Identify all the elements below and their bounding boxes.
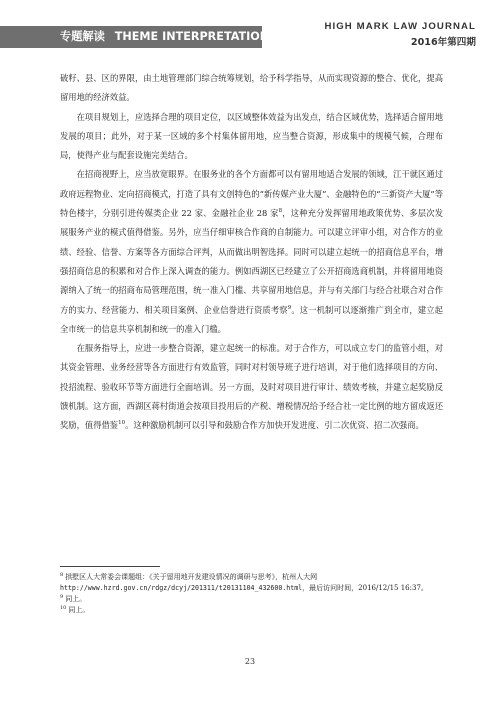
footnote-text: 同上。 xyxy=(65,595,87,603)
paragraph-project-planning: 在项目规划上，应选择合理的项目定位，以区域整体效益为出发点，结合区域优势，选择适合留用地发展的项目；此外，对于某一区域的多个村集体留用地，应当整合资源，形成集中的规模气候，合理布局，使得产业与配套设施完美结合。 xyxy=(60,111,443,161)
section-title-cn: 专题解读 xyxy=(60,30,105,43)
paragraph-text: 。这种激励机制可以引导和鼓励合作方加快开发进度、引二次优资、招二次强商。 xyxy=(125,420,424,431)
footnote-divider xyxy=(60,566,160,567)
section-title-en: THEME INTERPRETATION xyxy=(114,30,270,43)
footnote-item xyxy=(60,594,450,605)
journal-name: HIGH MARK LAW JOURNAL xyxy=(324,21,476,32)
section-title xyxy=(60,26,269,48)
paragraph-service-guidance xyxy=(60,339,443,435)
article-body xyxy=(60,69,443,436)
footnote-mark: 10 xyxy=(60,604,67,611)
footnote-ref[interactable]: 10 xyxy=(118,420,126,427)
paragraph-investment-vision xyxy=(60,165,443,339)
page-header xyxy=(0,0,500,64)
paragraph-text: 在招商视野上，应当放宽眼界。在服务业的各个方面都可以有留用地适合发展的领域，江干就区通过政府远程物业、定向招商模式，打造了具有文创特色的“新传媒产业大厦”、金融特色的“三新资产大厦”等特色楼宇，分别引进传媒类企业 22 家、金融社企业 28 家 xyxy=(60,169,443,219)
paragraph-text: 。这一机制可以逐渐推广到全市，建立起全市统一的信息共享机制和统一的准入门槛。 xyxy=(60,304,443,334)
footnote-item xyxy=(60,605,450,616)
paragraph-text: ，这种充分发挥留用地政策优势、多层次发展服务产业的模式值得借鉴。另外，应当仔细审核合作商的自制能力。可以建立评审小组，对合作方的业绩、经验、信誉、方案等各方面综合评判，从而做出明智选择。同时可以建立起统一的招商信息平台，增强招商信息的积累和对合作上深入调查的能力。例如西湖区已经建立了公开招商选商机制，并将留用地资源纳入了统一的招商布局管理范围，统一准入门槛、共享留用地信息，并与有关部门与经合社联合对合作方的实力、经营能力、相关项目案例、企业信誉进行资质考察 xyxy=(60,208,443,315)
page-number: 23 xyxy=(244,657,256,666)
footnote-link[interactable]: http://www.hzrd.gov.cn/rdgz/dcyj/201311/t20131104_432600.html xyxy=(60,584,303,592)
footnote-mark: 8 xyxy=(60,571,64,578)
issue-label: 2016年第四期 xyxy=(410,37,476,48)
footnote-mark: 9 xyxy=(60,593,64,600)
paragraph-text: 在服务指导上，应进一步整合资源，建立起统一的标准。对于合作方，可以成立专门的监管小组，对其资金管理、业务经营等各方面进行有效监管，同时对村领导班子进行培训，对于他们选择项目的方向、投招流程、验收环节等方面进行全面培训。另一方面，及时对项目进行审计、绩效考核，并建立起奖励反馈机制。这方面，西湖区蒋村街道会按项目投用后的产税、增税情况给予经合社一定比例的地方留成返还奖励，值得借鉴 xyxy=(60,343,443,431)
footnote-text: 同上。 xyxy=(68,606,90,614)
footnotes xyxy=(60,572,450,616)
footnote-text: 拱墅区人大常委会课题组：《关于留用地开发建设情况的调研与思考》，杭州人大网 xyxy=(65,573,318,581)
paragraph-continued: 破籽、县、区的界限，由土地管理部门综合统筹规划，给予科学指导，从而实现资源的整合、优化，提高留用地的经济效益。 xyxy=(60,73,443,103)
footnote-ref[interactable]: 9 xyxy=(287,304,292,311)
section-banner xyxy=(0,26,270,48)
footnote-item xyxy=(60,572,450,594)
footnote-ref[interactable]: 8 xyxy=(278,208,283,215)
footnote-tail: ，最后访问时间，2016/12/15 16:37。 xyxy=(302,584,428,592)
